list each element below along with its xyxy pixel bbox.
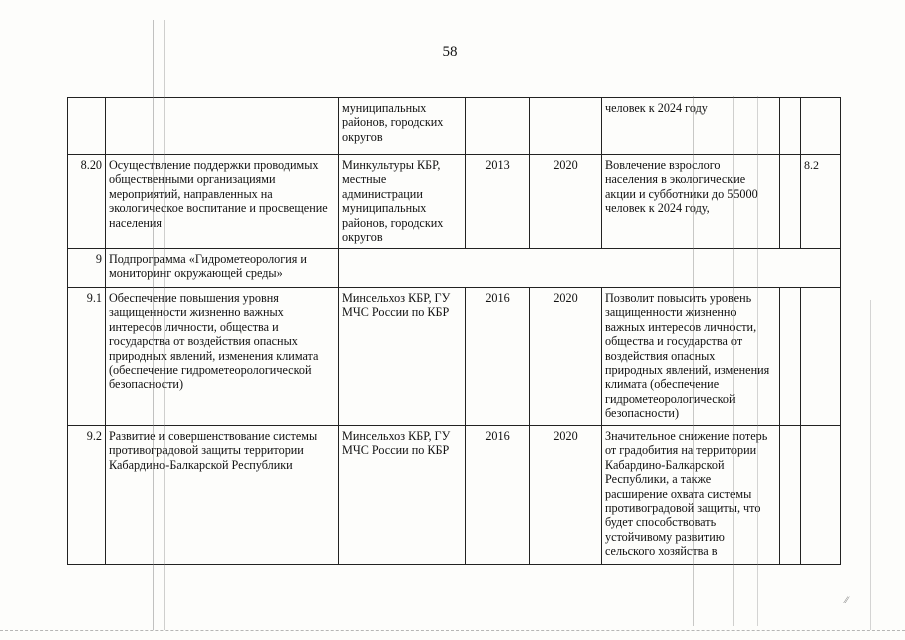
row-number: 9.2 (68, 426, 106, 565)
end-year: 2020 (530, 426, 602, 565)
start-year: 2013 (466, 155, 530, 249)
table-row (68, 249, 841, 288)
responsible-executor: Минсельхоз КБР, ГУ МЧС России по КБР (339, 288, 466, 426)
start-year: 2016 (466, 288, 530, 426)
scan-artifact-line (757, 96, 758, 626)
activity-name: Развитие и совершенствование системы противоградовой защиты территории Кабардино-Балкарской Республики (106, 426, 339, 565)
empty-cell (780, 155, 801, 249)
row-number: 9 (68, 249, 106, 288)
scan-artifact-strip (0, 630, 905, 637)
empty-cell (780, 288, 801, 426)
expected-result: Значительное снижение потерь от градобития на территории Кабардино-Балкарской Республики, а также расширение охвата системы противоградовой защиты, что будет способствовать устойчивому развитию сельского хозяйства в (602, 426, 780, 565)
scan-artifact-line (153, 20, 154, 630)
expected-result: Позволит повысить уровень защищенности жизненно важных интересов личности, общества и государства от воздействия опасных природных явлений, изменения климата (обеспечение гидрометеорологической безопасности) (602, 288, 780, 426)
start-year: 2016 (466, 426, 530, 565)
table-row (68, 426, 841, 565)
table-row (68, 288, 841, 426)
related-indicator (801, 426, 841, 565)
activity-name (106, 98, 339, 155)
program-table (67, 97, 841, 565)
end-year: 2020 (530, 288, 602, 426)
row-number: 8.20 (68, 155, 106, 249)
related-indicator (801, 98, 841, 155)
row-number (68, 98, 106, 155)
page-number: 58 (442, 44, 458, 60)
end-year: 2020 (530, 155, 602, 249)
related-indicator (801, 288, 841, 426)
start-year (466, 98, 530, 155)
table-row (68, 98, 841, 155)
table-row (68, 155, 841, 249)
expected-result: Вовлечение взрослого населения в экологические акции и субботники до 55000 человек к 2024 году, (602, 155, 780, 249)
scan-artifact-line (733, 96, 734, 626)
row-number: 9.1 (68, 288, 106, 426)
end-year (530, 98, 602, 155)
scan-artifact-mark: ⁄⁄ (845, 595, 849, 605)
responsible-executor: Минсельхоз КБР, ГУ МЧС России по КБР (339, 426, 466, 565)
scan-artifact-line (164, 20, 165, 630)
scan-artifact-line (870, 300, 871, 630)
merged-empty-cell (339, 249, 841, 288)
activity-name: Осуществление поддержки проводимых общественными организациями мероприятий, направленных на экологическое воспитание и просвещение населения (106, 155, 339, 249)
responsible-executor: Минкультуры КБР, местные администрации муниципальных районов, городских округов (339, 155, 466, 249)
related-indicator: 8.2 (801, 155, 841, 249)
activity-name: Обеспечение повышения уровня защищенности жизненно важных интересов личности, общества и государства от воздействия опасных природных явлений, изменения климата (обеспечение гидрометеорологической безопасности) (106, 288, 339, 426)
subprogram-title: Подпрограмма «Гидрометеорология и мониторинг окружающей среды» (106, 249, 339, 288)
expected-result: человек к 2024 году (602, 98, 780, 155)
empty-cell (780, 426, 801, 565)
scan-artifact-line (693, 96, 694, 626)
responsible-executor: муниципальных районов, городских округов (339, 98, 466, 155)
empty-cell (780, 98, 801, 155)
